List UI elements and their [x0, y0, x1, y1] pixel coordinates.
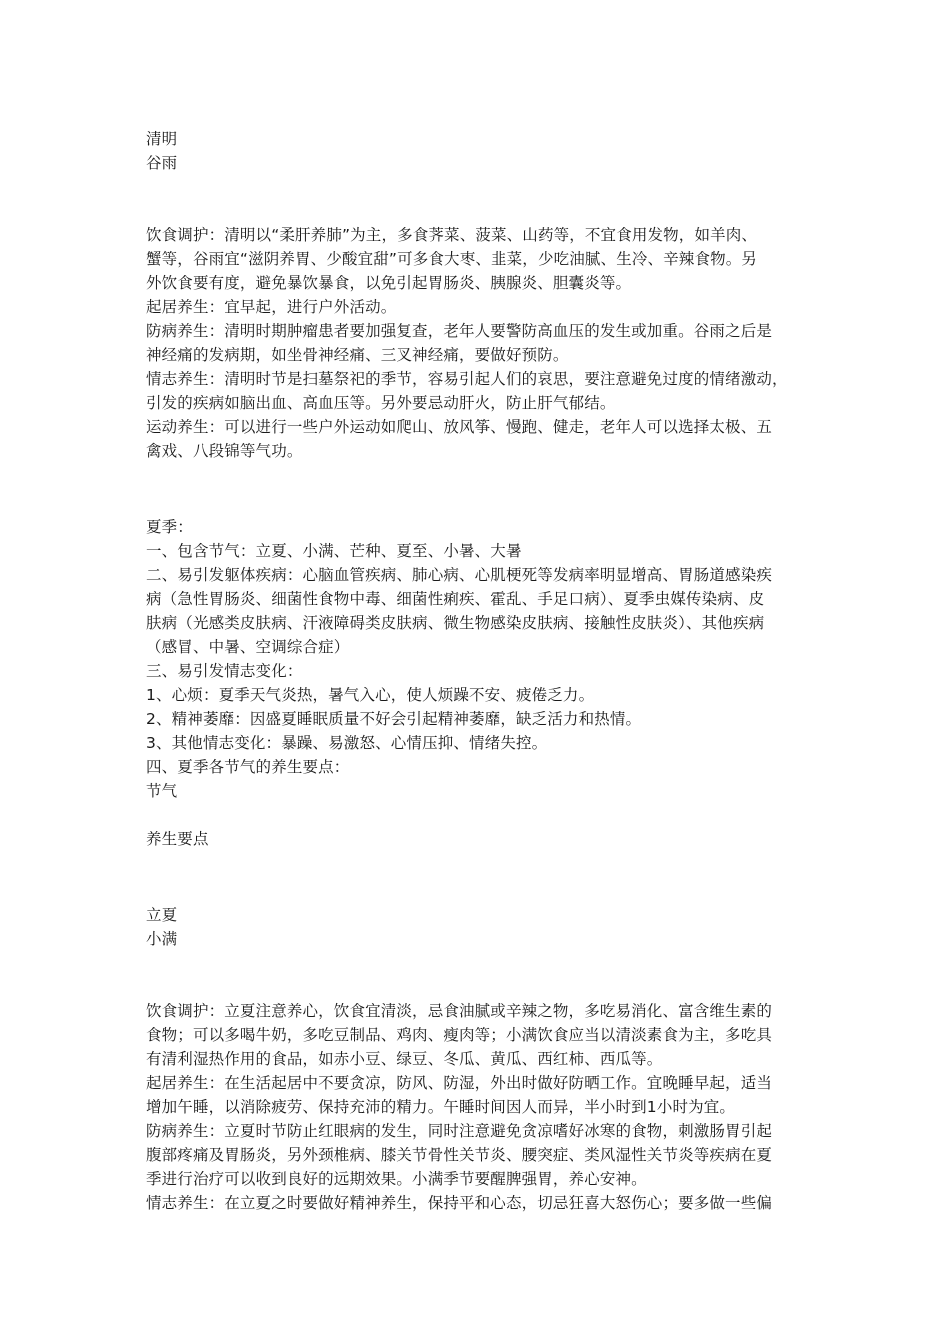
text-line: 腹部疼痛及胃肠炎，另外颈椎病、膝关节骨性关节炎、腰突症、类风湿性关节炎等疾病在夏 — [146, 1146, 773, 1164]
text-line: 神经痛的发病期，如坐骨神经痛、三叉神经痛，要做好预防。 — [146, 346, 569, 364]
table-header-health-points: 养生要点 — [146, 830, 209, 848]
solar-term-xiaoman: 小满 — [146, 930, 178, 948]
summer-heading: 夏季： — [146, 518, 193, 536]
text-line: 饮食调护：立夏注意养心，饮食宜清淡，忌食油腻或辛辣之物，多吃易消化、富含维生素的 — [146, 1002, 773, 1020]
text-line: （感冒、中暑、空调综合症） — [146, 638, 350, 656]
table-header-solar-term: 节气 — [146, 782, 178, 800]
text-line: 食物；可以多喝牛奶，多吃豆制品、鸡肉、瘦肉等；小满饮食应当以清淡素食为主，多吃具 — [146, 1026, 773, 1044]
text-line: 病（急性胃肠炎、细菌性食物中毒、细菌性痢疾、霍乱、手足口病）、夏季虫媒传染病、皮 — [146, 590, 765, 608]
spring-exercise-paragraph — [146, 415, 826, 463]
text-line: 情志养生：在立夏之时要做好精神养生，保持平和心态，切忌狂喜大怒伤心；要多做一些偏 — [146, 1194, 773, 1212]
summer-health-heading: 四、夏季各节气的养生要点： — [146, 758, 350, 776]
solar-term-qingming: 清明 — [146, 130, 178, 148]
text-line: 运动养生：可以进行一些户外运动如爬山、放风筝、慢跑、健走，老年人可以选择太极、五 — [146, 418, 773, 436]
summer-diet-paragraph — [146, 999, 826, 1071]
summer-solar-terms: 一、包含节气：立夏、小满、芒种、夏至、小暑、大暑 — [146, 542, 522, 560]
solar-term-guyu: 谷雨 — [146, 154, 178, 172]
text-line: 蟹等，谷雨宜“滋阴养胃、少酸宜甜”可多食大枣、韭菜，少吃油腻、生冷、辛辣食物。另 — [146, 250, 758, 268]
text-line: 饮食调护：清明以“柔肝养肺”为主，多食荠菜、菠菜、山药等，不宜食用发物，如羊肉、 — [146, 226, 758, 244]
summer-emotion-item: 3、其他情志变化：暴躁、易激怒、心情压抑、情绪失控。 — [146, 734, 548, 752]
text-line: 有清利湿热作用的食品，如赤小豆、绿豆、冬瓜、黄瓜、西红柿、西瓜等。 — [146, 1050, 663, 1068]
summer-emotion-paragraph — [146, 1191, 826, 1215]
spring-emotion-paragraph — [146, 367, 826, 415]
summer-emotion-item: 2、精神萎靡：因盛夏睡眠质量不好会引起精神萎靡，缺乏活力和热情。 — [146, 710, 642, 728]
summer-emotion-item: 1、心烦：夏季天气炎热，暑气入心，使人烦躁不安、疲倦乏力。 — [146, 686, 595, 704]
text-line: 引发的疾病如脑出血、高血压等。另外要忌动肝火，防止肝气郁结。 — [146, 394, 616, 412]
summer-living-paragraph — [146, 1071, 826, 1119]
summer-disease-paragraph — [146, 1119, 826, 1191]
spring-disease-paragraph — [146, 319, 826, 367]
summer-diseases-paragraph — [146, 563, 826, 659]
text-line: 肤病（光感类皮肤病、汗液障碍类皮肤病、微生物感染皮肤病、接触性皮肤炎）、其他疾病 — [146, 614, 765, 632]
solar-term-lixia: 立夏 — [146, 906, 178, 924]
spring-diet-paragraph — [146, 223, 826, 295]
text-line: 情志养生：清明时节是扫墓祭祀的季节，容易引起人们的哀思，要注意避免过度的情绪激动， — [146, 370, 788, 388]
text-line: 防病养生：清明时期肿瘤患者要加强复查，老年人要警防高血压的发生或加重。谷雨之后是 — [146, 322, 773, 340]
text-line: 起居养生：在生活起居中不要贪凉，防风、防湿，外出时做好防晒工作。宜晚睡早起，适当 — [146, 1074, 773, 1092]
summer-emotion-heading: 三、易引发情志变化： — [146, 662, 303, 680]
text-line: 季进行治疗可以收到良好的远期效果。小满季节要醒脾强胃，养心安神。 — [146, 1170, 647, 1188]
spring-living-paragraph: 起居养生：宜早起，进行户外活动。 — [146, 298, 397, 316]
text-line: 二、易引发躯体疾病：心脑血管疾病、肺心病、心肌梗死等发病率明显增高、胃肠道感染疾 — [146, 566, 773, 584]
document-page — [146, 127, 826, 1215]
text-line: 增加午睡，以消除疲劳、保持充沛的精力。午睡时间因人而异，半小时到1小时为宜。 — [146, 1098, 736, 1116]
text-line: 防病养生：立夏时节防止红眼病的发生，同时注意避免贪凉嗜好冰寒的食物，刺激肠胃引起 — [146, 1122, 773, 1140]
text-line: 禽戏、八段锦等气功。 — [146, 442, 303, 460]
text-line: 外饮食要有度，避免暴饮暴食，以免引起胃肠炎、胰腺炎、胆囊炎等。 — [146, 274, 632, 292]
